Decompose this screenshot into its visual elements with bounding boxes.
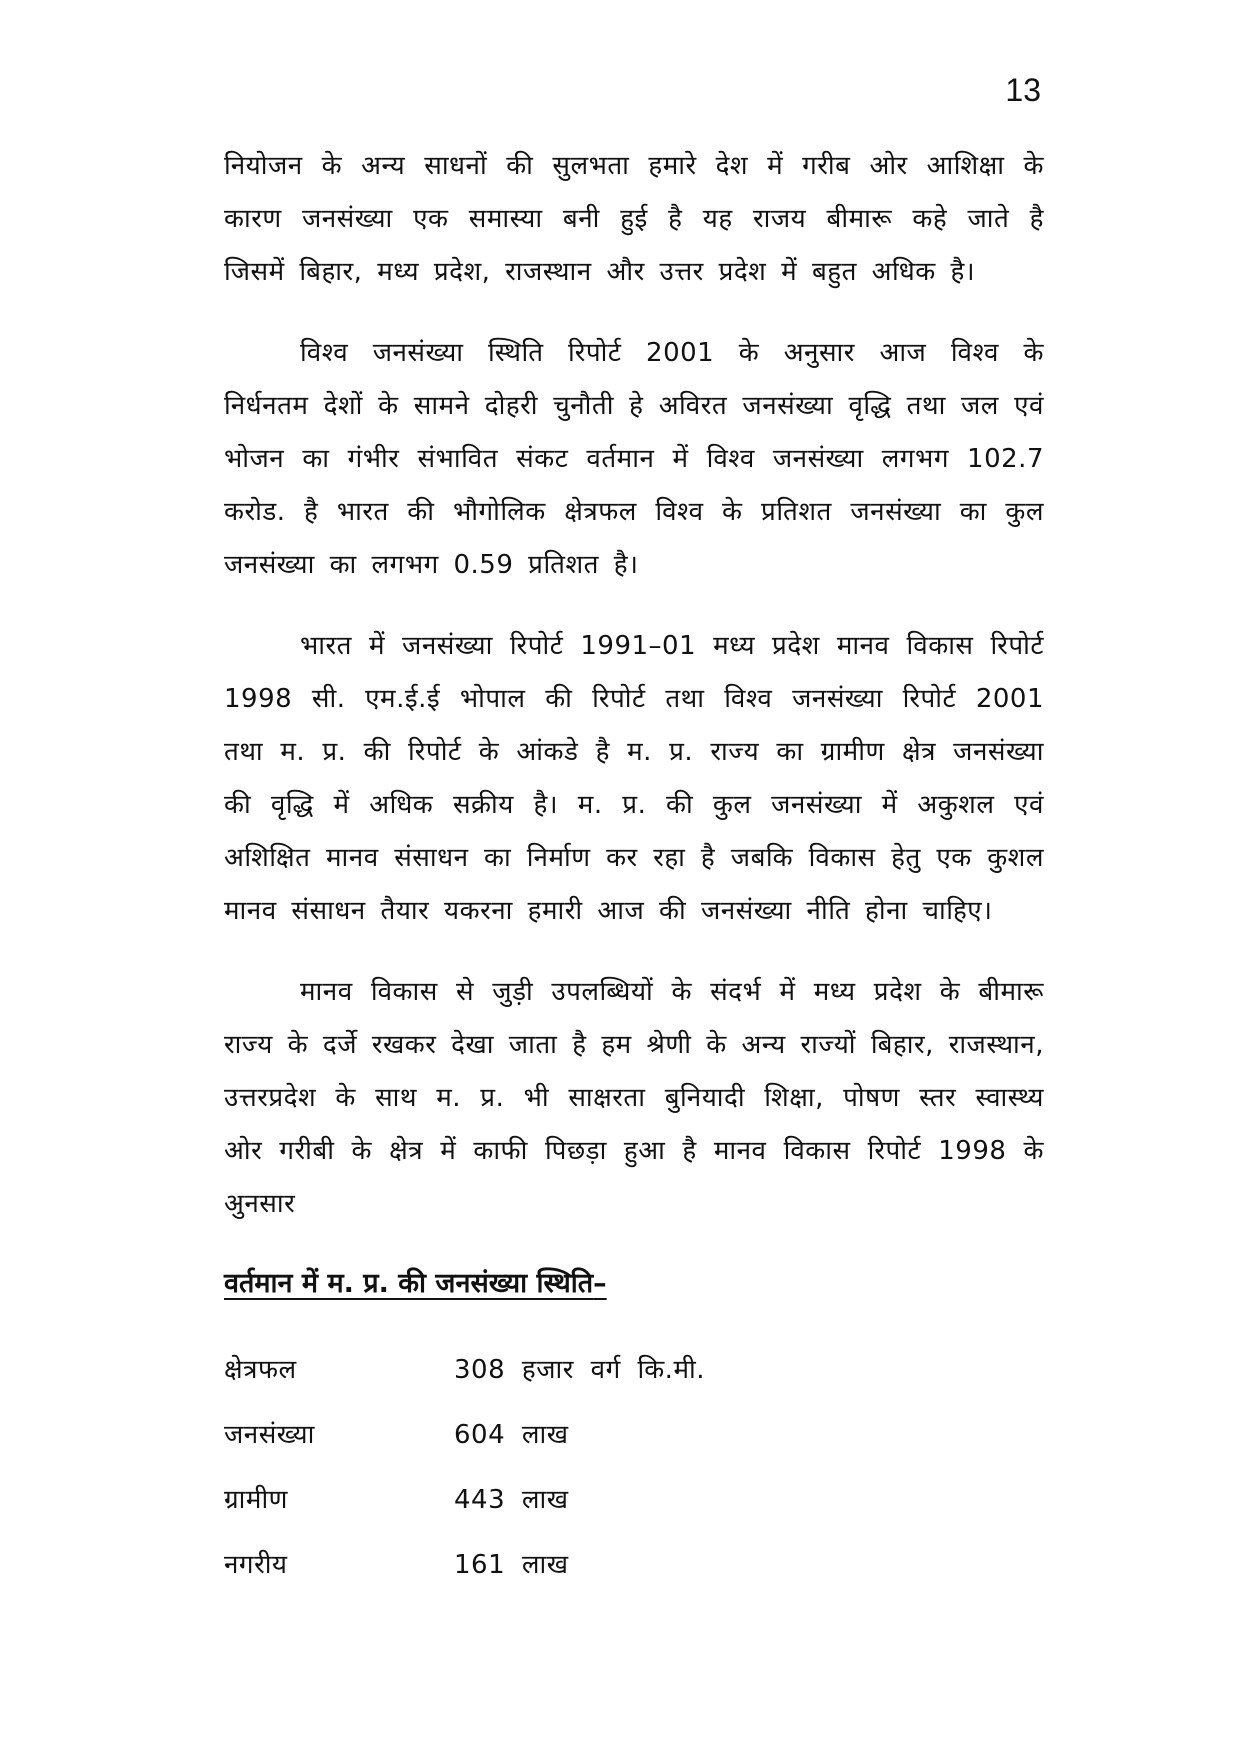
section-heading-suffix: – bbox=[593, 1268, 607, 1299]
population-stats-list bbox=[224, 1335, 1044, 1595]
stat-label: जनसंख्या bbox=[224, 1419, 315, 1450]
paragraph-world-population: विश्व जनसंख्या स्थिति रिपोर्ट 2001 के अनुसार आज विश्व के निर्धनतम देशों के सामने दोहरी चुनौती हे अविरत जनसंख्या वृद्धि तथा जल एवं भोजन का गंभीर संभावित संकट वर्तमान में विश्व जनसंख्या लगभग 102.7 करोड. है भारत की भौगोलिक क्षेत्रफल विश्व के प्रतिशत जनसंख्या का कुल जनसंख्या का लगभग 0.59 प्रतिशत है। bbox=[224, 338, 1044, 580]
section-heading-text: वर्तमान में म. प्र. की जनसंख्या स्थिति bbox=[224, 1268, 594, 1299]
stat-label: ग्रामीण bbox=[224, 1484, 288, 1515]
page-number: 13 bbox=[1005, 72, 1041, 108]
stat-row-population bbox=[224, 1400, 1044, 1465]
stat-value: 308 हजार वर्ग कि.मी. bbox=[454, 1354, 705, 1385]
stat-label: क्षेत्रफल bbox=[224, 1354, 297, 1385]
stat-row-urban bbox=[224, 1530, 1044, 1595]
page-body bbox=[224, 140, 1044, 1595]
stat-value: 443 लाख bbox=[454, 1484, 569, 1515]
stat-label: नगरीय bbox=[224, 1549, 288, 1580]
stat-value: 604 लाख bbox=[454, 1419, 569, 1450]
section-heading bbox=[224, 1259, 1044, 1309]
paragraph-reports: भारत में जनसंख्या रिपोर्ट 1991–01 मध्य प्रदेश मानव विकास रिपोर्ट 1998 सी. एम.ई.ई भोपाल की रिपोर्ट तथा विश्व जनसंख्या रिपोर्ट 2001 तथा म. प्र. की रिपोर्ट के आंकडे है म. प्र. राज्य का ग्रामीण क्षेत्र जनसंख्या की वृद्धि में अधिक सक्रीय है। म. प्र. की कुल जनसंख्या में अकुशल एवं अशिक्षित मानव संसाधन का निर्माण कर रहा है जबकि विकास हेतु एक कुशल मानव संसाधन तैयार यकरना हमारी आज की जनसंख्या नीति होना चाहिए। bbox=[224, 631, 1044, 926]
paragraph-continuation: नियोजन के अन्य साधनों की सुलभता हमारे देश में गरीब ओर आशिक्षा के कारण जनसंख्या एक समास्या बनी हुई है यह राजय बीमारू कहे जाते है जिसमें बिहार, मध्य प्रदेश, राजस्थान और उत्तर प्रदेश में बहुत अधिक है। bbox=[224, 151, 1044, 287]
stat-row-rural bbox=[224, 1465, 1044, 1530]
paragraph-human-development: मानव विकास से जुड़ी उपलब्धियों के संदर्भ में मध्य प्रदेश के बीमारू राज्य के दर्जे रखकर देखा जाता है हम श्रेणी के अन्य राज्यों बिहार, राजस्थान, उत्तरप्रदेश के साथ म. प्र. भी साक्षरता बुनियादी शिक्षा, पोषण स्तर स्वास्थ्य ओर गरीबी के क्षेत्र में काफी पिछड़ा हुआ है मानव विकास रिपोर्ट 1998 के अुनसार bbox=[224, 977, 1044, 1219]
stat-value: 161 लाख bbox=[454, 1549, 569, 1580]
stat-row-area bbox=[224, 1335, 1044, 1400]
